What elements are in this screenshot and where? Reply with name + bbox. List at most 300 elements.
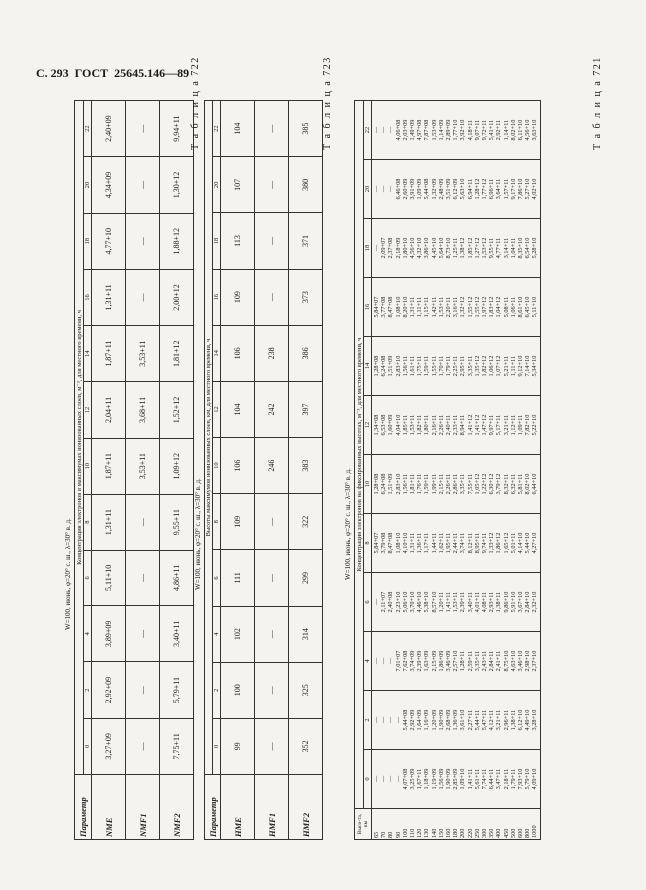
table-cell: 5,61+11 — [473, 768, 481, 790]
table-cell: 2,68+09 — [445, 709, 453, 731]
table-cell: 4,86+11 — [160, 550, 194, 606]
table-cell: 8,95+11 — [473, 532, 481, 554]
table-cell: 1,77+12 — [481, 178, 489, 200]
table-cell: 1,59+11 — [423, 473, 431, 495]
value-column — [372, 632, 541, 691]
table-cell: 3,16+11 — [452, 296, 460, 318]
table-cell: 109 — [221, 494, 255, 550]
table-cell: 1,17+11 — [423, 532, 431, 554]
table-cell: — — [126, 606, 160, 662]
table-cell: — — [255, 550, 289, 606]
height-value: 130 — [423, 828, 431, 838]
table-cell: 1,70+11 — [437, 355, 445, 377]
table-cell: 1,59+11 — [423, 355, 431, 377]
table-cell: — — [387, 657, 395, 665]
table-cell: 1,06+11 — [509, 296, 517, 318]
table-cell: — — [387, 775, 395, 783]
table-cell: 1,20+11 — [437, 591, 445, 613]
table-cell: 2,39+11 — [459, 591, 467, 613]
table-cell: 380 — [289, 157, 323, 213]
table-cell: — — [255, 606, 289, 662]
table-cell: 2,93+11 — [488, 591, 496, 613]
table-cell: 5,21+11 — [502, 355, 510, 377]
table-cell: 2,95+11 — [459, 355, 467, 377]
value-column — [372, 396, 541, 455]
table-cell: 3,53+11 — [126, 326, 160, 382]
hour-header: 2 — [84, 662, 92, 718]
hour-header: 2 — [364, 691, 372, 750]
table-cell: 2,37+10 — [531, 650, 539, 672]
table-cell: 1,30+12 — [160, 157, 194, 213]
table-cell: 385 — [289, 101, 323, 157]
height-value: 1000 — [531, 825, 539, 838]
table-cell: 6,54+10 — [524, 237, 532, 259]
table-cell: 8,47+08 — [387, 296, 395, 318]
table-cell: 9,86+10 — [502, 591, 510, 613]
table-cell: 5,38+10 — [423, 591, 431, 613]
table-cell: 1,41+12 — [466, 414, 474, 436]
value-column — [372, 691, 541, 750]
table-cell: 3,92+10 — [459, 119, 467, 141]
table-cell: 6,24+08 — [380, 355, 388, 377]
table-cell: 2,83+10 — [394, 355, 402, 377]
table-cell: 3,14+11 — [502, 237, 510, 259]
table-cell: 1,41+11 — [466, 768, 474, 790]
table-cell: 106 — [221, 325, 255, 381]
table-cell: 7,14+10 — [524, 355, 532, 377]
table-cell: 3,89+09 — [92, 606, 126, 662]
table-cell: 397 — [289, 381, 323, 437]
table-cell: 104 — [221, 101, 255, 157]
table-cell: 5,79+10 — [524, 768, 532, 790]
table-cell: 2,92+09 — [92, 662, 126, 718]
table-cell: 5,91+10 — [509, 591, 517, 613]
table-cell: 2,20+11 — [445, 296, 453, 318]
table-cell: — — [373, 126, 380, 134]
height-value: 70 — [380, 831, 388, 838]
hour-header: 8 — [364, 514, 372, 573]
table-cell: — — [126, 494, 160, 550]
hour-header: 16 — [84, 269, 92, 325]
table-cell: 4,04+10 — [394, 414, 402, 436]
table-722-subtitle: Высоты максимумов ионизованных слоев, км, для местного времени, ч — [205, 101, 213, 775]
table-cell: 1,88+12 — [160, 213, 194, 269]
table-cell: 1,31+11 — [92, 269, 126, 325]
hour-header: 12 — [364, 396, 372, 455]
table-cell: 1,27+12 — [473, 237, 481, 259]
table-cell: 3,21+11 — [502, 414, 510, 436]
table-cell: 6,96+11 — [488, 178, 496, 200]
table-cell: 1,85+11 — [401, 414, 409, 436]
hour-header: 10 — [364, 455, 372, 514]
table-cell: 8,02+10 — [524, 473, 532, 495]
table-cell: 1,11+11 — [509, 355, 517, 377]
value-column — [372, 219, 541, 278]
table-cell: 352 — [289, 718, 323, 774]
param-name: NME — [92, 775, 126, 840]
table-cell: 1,05+12 — [473, 473, 481, 495]
table-cell: 2,04+11 — [92, 382, 126, 438]
table-cell: 4,32+10 — [416, 237, 424, 259]
table-cell: 5,79+11 — [160, 662, 194, 718]
table-cell: 3,27+09 — [92, 718, 126, 774]
table-721-subtitle: Концентрация электронов в максимумах ионизованных слоев, м⁻³, для местного времени, ч — [75, 101, 84, 775]
table-cell: 1,52+12 — [160, 382, 194, 438]
value-column — [372, 573, 541, 632]
table-cell: 6,32+11 — [509, 473, 517, 495]
height-value: 160 — [445, 828, 453, 838]
table-cell: 1,31+11 — [92, 494, 126, 550]
table-cell: — — [255, 662, 289, 718]
table-cell: 8,75+10 — [502, 650, 510, 672]
table-cell: 1,55+12 — [466, 296, 474, 318]
table-cell: 9,17+10 — [509, 178, 517, 200]
table-723-body — [372, 101, 541, 840]
table-cell: 5,11+10 — [92, 550, 126, 606]
table-cell: 1,80+10 — [401, 237, 409, 259]
table-cell: 3,74+11 — [459, 532, 467, 554]
table-cell: 1,32+12 — [459, 296, 467, 318]
table-cell: — — [126, 662, 160, 718]
table-cell: 107 — [221, 157, 255, 213]
table-cell: 3,53+11 — [126, 438, 160, 494]
table-cell: 5,44+08 — [401, 709, 409, 731]
table-cell: 4,45+10 — [430, 237, 438, 259]
table-cell: 1,31+11 — [409, 296, 417, 318]
table-cell: 1,14+09 — [437, 119, 445, 141]
height-value: 250 — [473, 828, 481, 838]
height-header: Высо-та, км — [355, 809, 372, 840]
table-cell: 6,11+10 — [517, 119, 525, 141]
table-row — [126, 101, 160, 840]
table-cell: 4,63+10 — [509, 650, 517, 672]
table-cell: 2,11+07 — [380, 591, 388, 613]
param-header: Параметр — [205, 775, 221, 840]
gost-number: 25645.146—89 — [114, 66, 190, 80]
table-cell: 7,74+11 — [481, 768, 489, 790]
table-cell: 2,15+11 — [437, 473, 445, 495]
table-cell: 1,09+12 — [160, 438, 194, 494]
table-cell: 2,40+09 — [92, 101, 126, 157]
table-cell: 4,09+10 — [531, 768, 539, 790]
table-723-subtitle: Концентрация электронов на фиксированных высотах, м⁻³, для местного времени, ч — [355, 101, 364, 809]
table-cell: 3,74+09 — [409, 650, 417, 672]
table-cell: 1,61+11 — [409, 355, 417, 377]
table-cell: 9,97+11 — [488, 414, 496, 436]
table-cell: 3,67+10 — [517, 591, 525, 613]
hour-header: 4 — [364, 632, 372, 691]
value-column — [372, 101, 541, 160]
table-cell: 9,12+10 — [517, 355, 525, 377]
heights-column — [372, 809, 541, 840]
table-cell: 5,64+10 — [437, 237, 445, 259]
table-row — [255, 101, 289, 840]
table-cell: 3,35+11 — [466, 355, 474, 377]
table-cell: 1,22+12 — [481, 473, 489, 495]
table-cell: 1,82+11 — [416, 414, 424, 436]
rotated-page-content — [52, 40, 637, 840]
hour-header: 20 — [364, 160, 372, 219]
table-cell: 5,84+07 — [373, 296, 380, 318]
hour-header: 22 — [213, 101, 221, 157]
table-cell: 373 — [289, 269, 323, 325]
table-cell: 6,46+08 — [394, 178, 402, 200]
table-cell: 3,79+08 — [380, 532, 388, 554]
table-cell: 1,97+12 — [481, 296, 489, 318]
table-cell: 1,19+09 — [430, 768, 438, 790]
value-column — [372, 750, 541, 809]
table-cell: 1,67+11 — [416, 768, 424, 790]
table-cell: 2,40+11 — [445, 414, 453, 436]
table-cell: 1,28+08 — [373, 473, 380, 495]
table-cell: 2,40+08 — [387, 591, 395, 613]
table-cell: 1,82+12 — [481, 355, 489, 377]
table-cell: 4,34+09 — [92, 157, 126, 213]
table-cell: — — [126, 101, 160, 157]
table-cell: 3,70+10 — [409, 591, 417, 613]
table-721-title: W=100, июнь, φ=20° с. ш., λ=30° в. д. — [64, 518, 72, 630]
table-cell: 2,15+09 — [430, 650, 438, 672]
table-cell: 1,81+11 — [409, 473, 417, 495]
table-cell: 1,57+11 — [502, 178, 510, 200]
height-value: 450 — [502, 828, 510, 838]
table-cell: 3,63+10 — [531, 119, 539, 141]
hour-header: 6 — [84, 550, 92, 606]
table-cell: 1,90+09 — [445, 768, 453, 790]
param-name: NMF1 — [126, 775, 160, 840]
table-cell: 383 — [289, 438, 323, 494]
table-cell: 1,09+10 — [459, 768, 467, 790]
table-cell: 7,87+08 — [423, 119, 431, 141]
table-cell: 1,38+11 — [509, 709, 517, 731]
hour-header: 20 — [213, 157, 221, 213]
hour-header: 10 — [213, 438, 221, 494]
table-cell: 2,18+09 — [394, 237, 402, 259]
table-cell: 1,09+09 — [416, 178, 424, 200]
table-cell: 3,35+11 — [459, 473, 467, 495]
height-value: 350 — [488, 828, 496, 838]
table-cell: — — [255, 494, 289, 550]
table-cell: — — [373, 598, 380, 606]
table-row — [160, 101, 194, 840]
table-cell: 2,84+11 — [488, 650, 496, 672]
height-value: 180 — [452, 828, 460, 838]
table-cell: — — [126, 550, 160, 606]
table-cell: 242 — [255, 381, 289, 437]
hour-header: 2 — [213, 662, 221, 718]
table-cell: 9,07+11 — [473, 119, 481, 141]
hour-header: 22 — [84, 101, 92, 157]
gost-label: ГОСТ — [74, 66, 109, 80]
table-cell: 4,01+11 — [473, 591, 481, 613]
height-value: 200 — [459, 828, 467, 838]
table-cell: 5,22+10 — [531, 414, 539, 436]
table-cell: 2,37+08 — [387, 237, 395, 259]
hour-header: 0 — [364, 750, 372, 809]
table-cell: 4,27+10 — [531, 532, 539, 554]
table-cell: 1,55+11 — [430, 355, 438, 377]
height-value: 600 — [517, 828, 525, 838]
table-cell: 6,30+12 — [488, 473, 496, 495]
table-cell: 1,79+11 — [509, 768, 517, 790]
table-cell: — — [387, 126, 395, 134]
hour-header: 14 — [213, 325, 221, 381]
table-cell: 8,02+10 — [509, 119, 517, 141]
table-cell: 1,51+09 — [387, 355, 395, 377]
table-cell: 4,56+10 — [524, 119, 532, 141]
hour-header: 6 — [364, 573, 372, 632]
table-cell: 6,24+08 — [380, 473, 388, 495]
table-cell: 2,09+07 — [380, 237, 388, 259]
hour-header: 12 — [84, 382, 92, 438]
table-cell: — — [255, 157, 289, 213]
table-cell: 1,20+09 — [430, 709, 438, 731]
table-cell: 3,35+11 — [473, 650, 481, 672]
table-cell: 1,62+11 — [437, 532, 445, 554]
value-column — [372, 455, 541, 514]
table-cell: 4,49+10 — [524, 709, 532, 731]
table-cell: 9,74+11 — [481, 532, 489, 554]
table-cell: 1,60+09 — [387, 414, 395, 436]
table-cell: 3,79+12 — [495, 473, 503, 495]
table-cell: 3,46+09 — [445, 650, 453, 672]
table-cell: 1,81+12 — [160, 326, 194, 382]
hours-row — [364, 101, 372, 840]
table-cell: 1,08+10 — [394, 296, 402, 318]
table-cell: 1,63+09 — [423, 650, 431, 672]
table-cell: 9,55+11 — [488, 237, 496, 259]
table-cell: 2,86+11 — [452, 473, 460, 495]
table-cell: — — [387, 716, 395, 724]
table-cell: — — [126, 157, 160, 213]
table-723 — [354, 100, 541, 840]
hour-header: 0 — [84, 718, 92, 774]
value-column — [372, 514, 541, 573]
table-cell: 1,28+08 — [373, 355, 380, 377]
table-723-title: W=100, июнь, φ=20° с. ш., λ=30° в. д. — [344, 468, 352, 580]
table-cell: 1,87+11 — [92, 438, 126, 494]
table-cell: 9,72+11 — [481, 119, 489, 141]
table-cell: 1,12+11 — [509, 414, 517, 436]
table-cell: 6,53+08 — [380, 414, 388, 436]
table-cell: 8,20+10 — [401, 296, 409, 318]
hour-header: 18 — [213, 213, 221, 269]
height-value: 140 — [430, 828, 438, 838]
table-cell: 8,73+10 — [445, 237, 453, 259]
table-cell: 1,65+12 — [502, 532, 510, 554]
table-cell: 4,18+11 — [466, 119, 474, 141]
table-cell: — — [394, 775, 402, 783]
table-cell: 386 — [289, 325, 323, 381]
table-cell: 1,56+09 — [437, 768, 445, 790]
table-cell: 1,36+11 — [416, 532, 424, 554]
table-cell: 2,26+11 — [437, 414, 445, 436]
table-cell: 2,41+11 — [495, 650, 503, 672]
table-cell: 5,06+10 — [401, 591, 409, 613]
table-cell: 1,11+11 — [416, 296, 424, 318]
table-cell: 3,40+11 — [160, 606, 194, 662]
table-cell: 2,32+10 — [531, 591, 539, 613]
height-value: 65 — [373, 831, 380, 838]
table-cell: 3,77+08 — [380, 296, 388, 318]
table-cell: 1,34+08 — [373, 414, 380, 436]
table-cell: 5,84+07 — [373, 532, 380, 554]
table-cell: 1,53+09 — [430, 119, 438, 141]
height-value: 500 — [509, 828, 517, 838]
table-cell: 99 — [221, 718, 255, 774]
hour-header: 4 — [84, 606, 92, 662]
table-cell: 1,04+11 — [509, 237, 517, 259]
table-cell: 3,47+11 — [495, 768, 503, 790]
table-cell: 5,44+10 — [524, 532, 532, 554]
table-723-label: Т а б л и ц а 723 — [322, 56, 333, 150]
table-cell: 2,26+11 — [445, 473, 453, 495]
table-cell: 9,55+11 — [160, 494, 194, 550]
page-number: С. 293 — [36, 66, 69, 80]
table-722-label: Т а б л и ц а 722 — [190, 56, 201, 150]
table-cell: 2,43+11 — [481, 650, 489, 672]
table-cell: 1,56+11 — [401, 473, 409, 495]
table-cell: 1,77+10 — [452, 119, 460, 141]
table-cell: 1,86+09 — [437, 650, 445, 672]
table-cell: 1,06+12 — [488, 355, 496, 377]
table-cell: 1,38+12 — [459, 237, 467, 259]
param-name: HMF2 — [289, 775, 323, 840]
table-cell: 5,27+10 — [524, 178, 532, 200]
table-cell: 2,89+09 — [445, 119, 453, 141]
table-cell: 109 — [221, 269, 255, 325]
table-cell: 3,91+09 — [409, 178, 417, 200]
table-cell: 1,53+12 — [481, 237, 489, 259]
height-value: 400 — [495, 828, 503, 838]
hour-header: 4 — [213, 606, 221, 662]
hour-header: 12 — [213, 381, 221, 437]
table-cell: 2,33+11 — [452, 414, 460, 436]
hour-header: 6 — [213, 550, 221, 606]
table-cell: 1,80+11 — [423, 414, 431, 436]
table-cell: 1,16+09 — [423, 709, 431, 731]
param-header: Параметр — [75, 775, 92, 840]
table-cell: 1,42+11 — [430, 296, 438, 318]
table-cell: 2,48+09 — [437, 178, 445, 200]
table-cell: 371 — [289, 213, 323, 269]
table-cell: 2,96+11 — [502, 709, 510, 731]
table-cell: 2,57+10 — [452, 650, 460, 672]
table-cell: 8,12+11 — [466, 532, 474, 554]
table-cell: 5,44+11 — [473, 709, 481, 731]
table-cell: 5,17+11 — [495, 414, 503, 436]
table-cell: 2,23+10 — [394, 591, 402, 613]
table-cell: 3,46+10 — [517, 650, 525, 672]
table-cell: 5,63+10 — [459, 178, 467, 200]
table-722 — [204, 100, 323, 840]
table-cell: 3,68+11 — [126, 382, 160, 438]
table-cell: — — [387, 185, 395, 193]
table-cell: — — [380, 185, 388, 193]
table-cell: 1,76+11 — [416, 473, 424, 495]
hour-header: 8 — [213, 494, 221, 550]
table-cell: 2,39+09 — [416, 650, 424, 672]
hour-header: 16 — [364, 278, 372, 337]
table-cell: 2,18+11 — [502, 768, 510, 790]
table-cell: 1,99+11 — [430, 473, 438, 495]
table-cell: 4,07+08 — [401, 768, 409, 790]
table-cell: 1,04+12 — [495, 296, 503, 318]
table-cell: 7,82+10 — [524, 414, 532, 436]
table-cell: 5,47+11 — [481, 709, 489, 731]
table-row — [289, 101, 323, 840]
table-cell: 1,09+11 — [517, 414, 525, 436]
